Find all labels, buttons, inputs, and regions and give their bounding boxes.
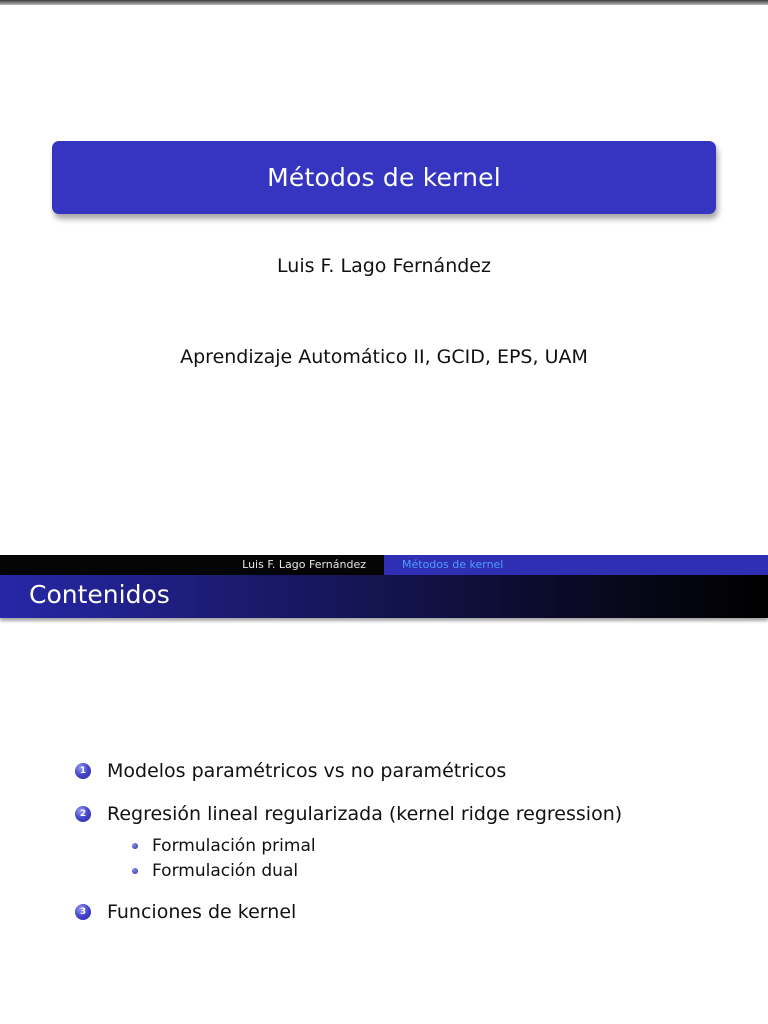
toc-sublist: [132, 833, 745, 883]
toc-subitem: [132, 833, 745, 858]
numbered-ball-icon: 2: [75, 806, 91, 822]
toc-item-text: Modelos paramétricos vs no paramétricos: [107, 760, 507, 782]
author-name: Luis F. Lago Fernández: [277, 255, 491, 277]
toc-item-text: Funciones de kernel: [107, 901, 297, 923]
table-of-contents: [75, 756, 745, 927]
numbered-ball-icon: 3: [75, 904, 91, 920]
toc-item: [75, 799, 745, 829]
numbered-ball-icon: 1: [75, 763, 91, 779]
footer-title: Métodos de kernel: [384, 555, 768, 575]
title-box: [52, 141, 716, 214]
toc-subitem-text: Formulación primal: [152, 835, 316, 856]
toc-item: [75, 756, 745, 786]
institute-line: Aprendizaje Automático II, GCID, EPS, UAM: [180, 346, 588, 368]
toc-item-text: Regresión lineal regularizada (kernel ridge regression): [107, 803, 623, 825]
frame-title-bar: [0, 575, 768, 618]
slide-title: Métodos de kernel: [267, 163, 501, 192]
toc-subitem-text: Formulación dual: [152, 860, 299, 881]
bullet-icon: [132, 868, 138, 874]
frame-title: Contenidos: [29, 580, 170, 609]
bullet-icon: [132, 843, 138, 849]
slide-footer: [0, 555, 768, 575]
toc-item: [75, 897, 745, 927]
footer-author: Luis F. Lago Fernández: [0, 555, 384, 575]
toc-subitem: [132, 858, 745, 883]
top-divider: [0, 0, 768, 5]
